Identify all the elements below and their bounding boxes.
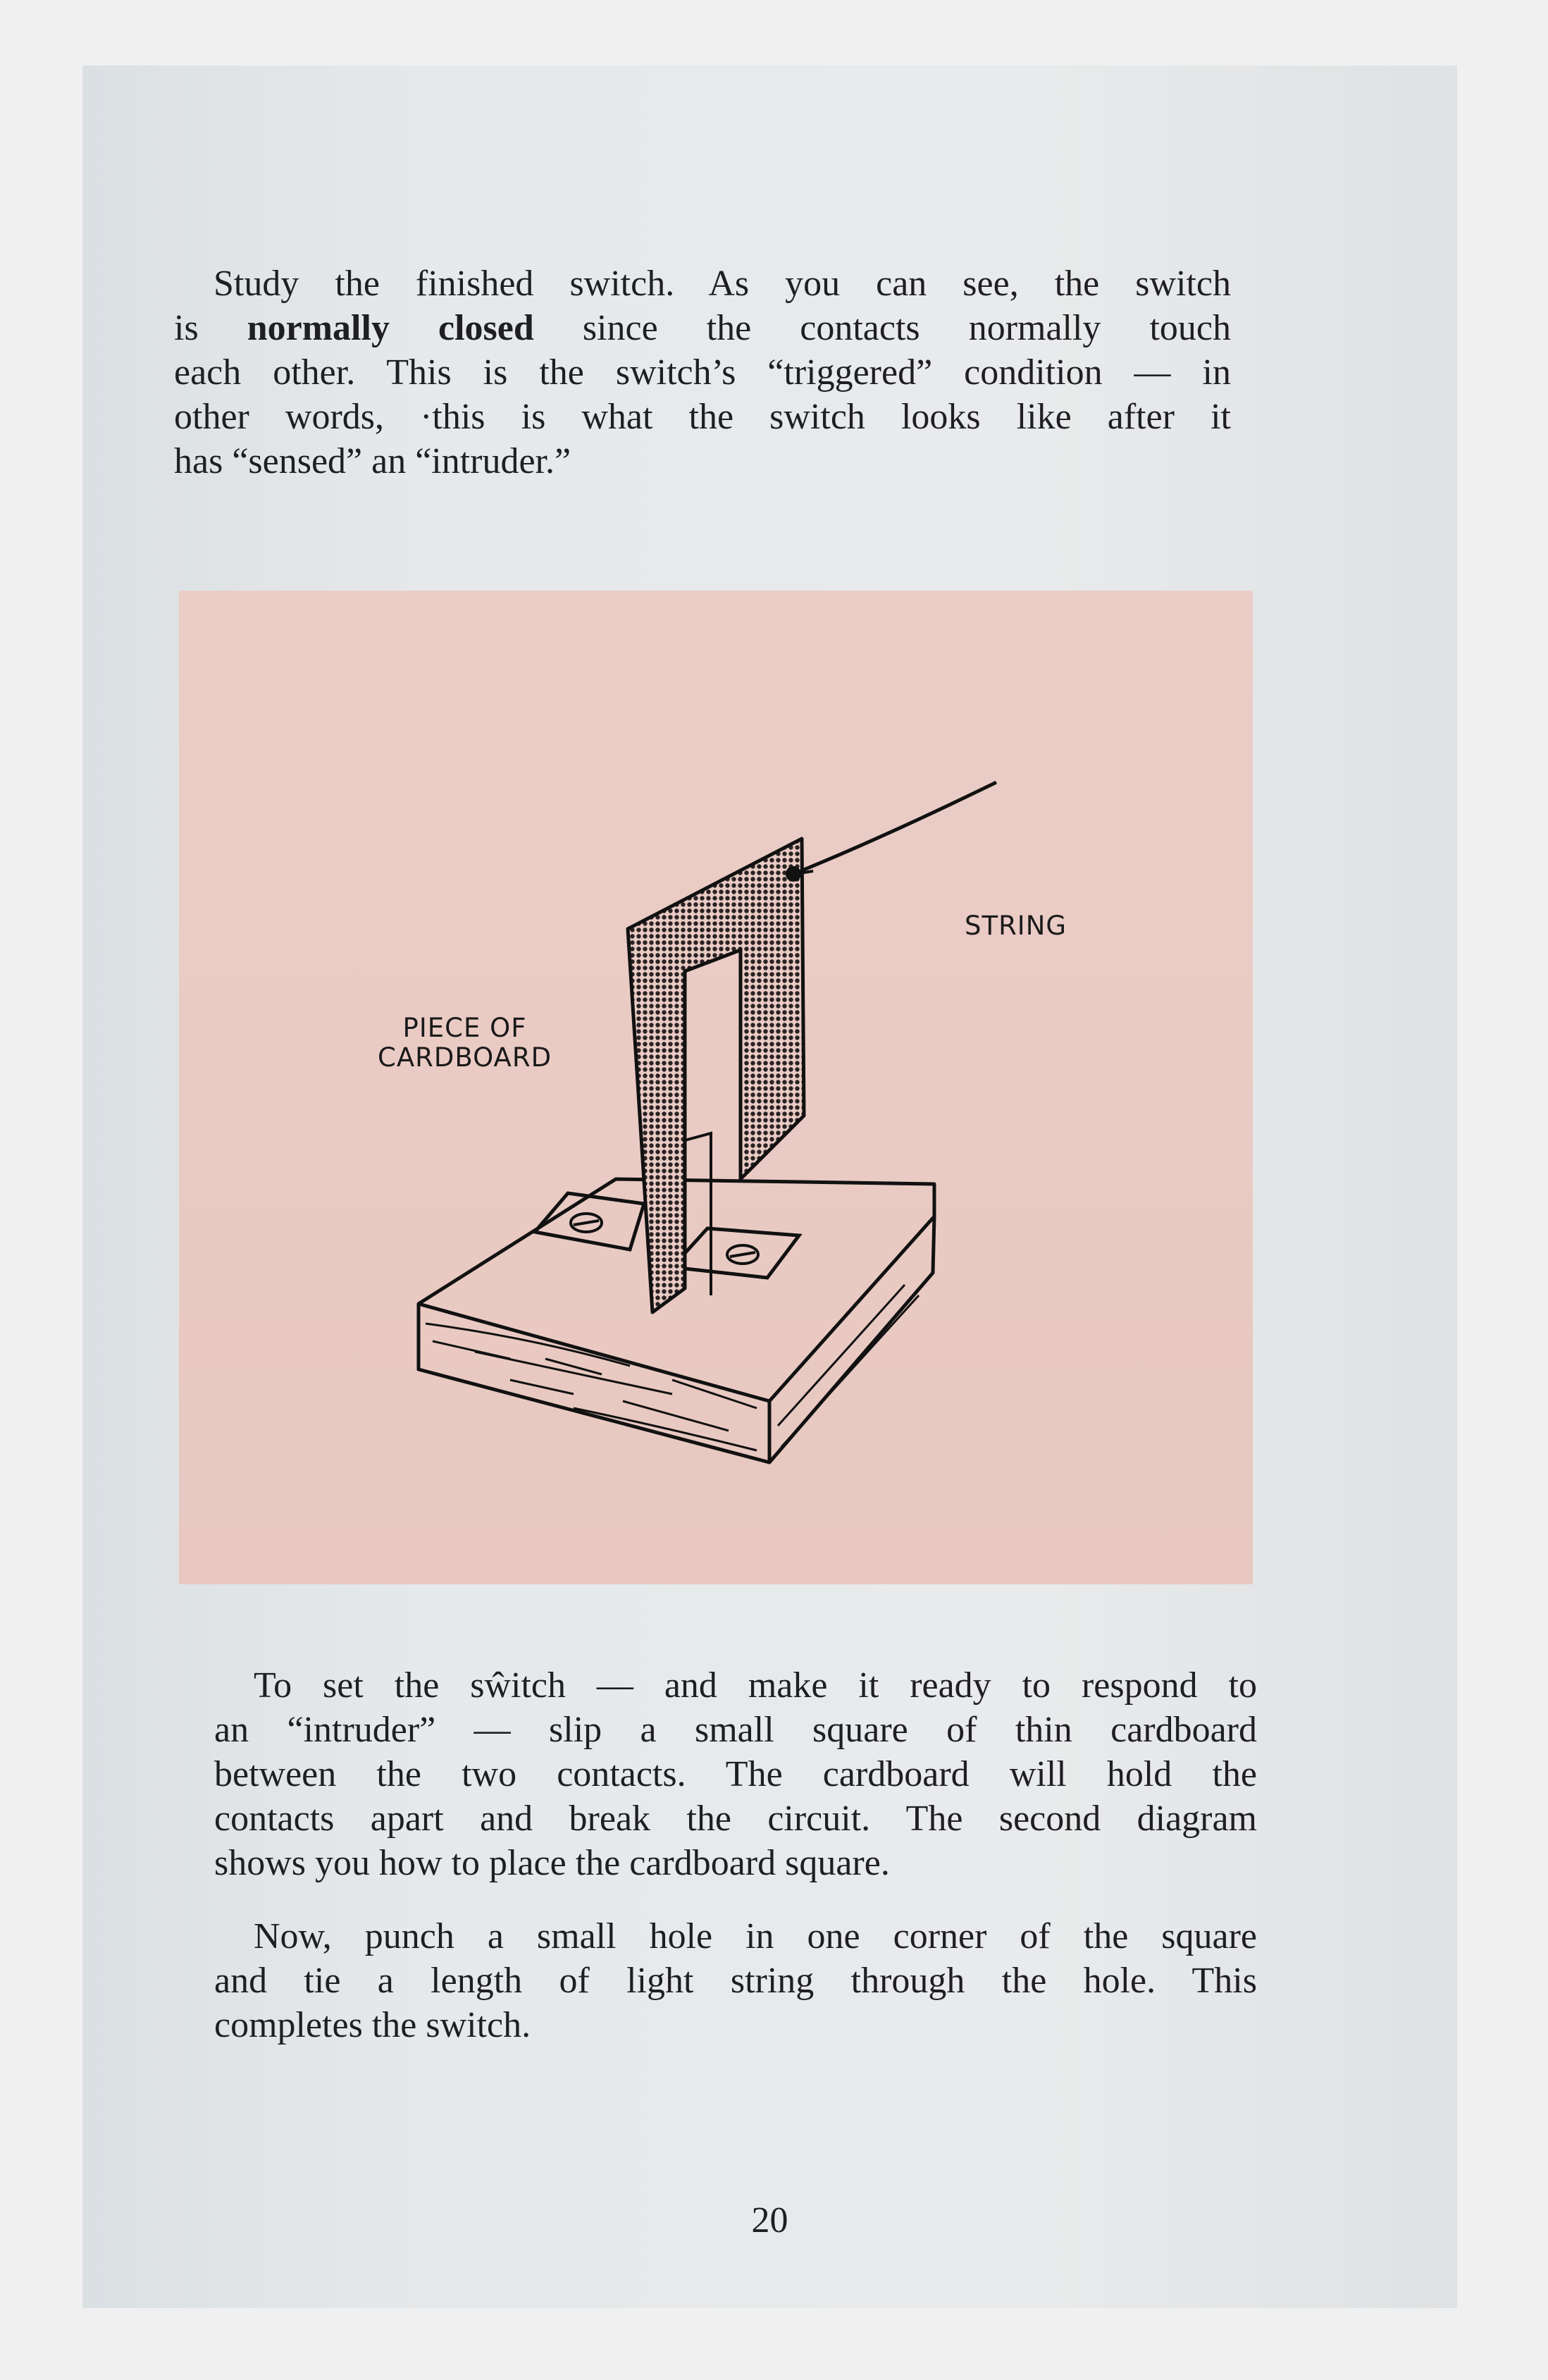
text-line: Study the finished switch. As you can see, the switch xyxy=(213,264,1231,304)
text-line: an “intruder” — slip a small square of thin cardboard xyxy=(214,1710,1257,1750)
label-cardboard-line: CARDBOARD xyxy=(378,1042,552,1073)
paragraph-set-switch xyxy=(214,1663,1257,1885)
text-line: other words, ·this is what the switch looks like after it xyxy=(174,397,1231,437)
text-fragment: since the contacts normally touch xyxy=(582,308,1231,348)
label-cardboard-line: PIECE OF xyxy=(402,1013,527,1043)
paragraph-intro xyxy=(174,261,1231,483)
right-contact xyxy=(672,1228,799,1278)
text-line: contacts apart and break the circuit. The second diagram xyxy=(214,1799,1257,1839)
cardboard-piece xyxy=(628,839,804,1312)
text-line: between the two contacts. The cardboard will hold the xyxy=(214,1754,1257,1794)
switch-illustration xyxy=(179,591,1253,1584)
label-cardboard xyxy=(378,1013,552,1073)
text-line: each other. This is the switch’s “triggered” condition — in xyxy=(174,352,1231,393)
text-line: has “sensed” an “intruder.” xyxy=(174,441,571,481)
text-line: completes the switch. xyxy=(214,2005,531,2045)
bold-term: normally closed xyxy=(247,308,534,348)
text-line: shows you how to place the cardboard square. xyxy=(214,1843,890,1883)
switch-drawing xyxy=(179,591,1253,1584)
label-string: STRING xyxy=(965,911,1067,941)
text-line: To set the sŵitch — and make it ready to respond to xyxy=(254,1665,1257,1706)
text-line: and tie a length of light string through the hole. This xyxy=(214,1961,1257,2001)
paragraph-string xyxy=(214,1914,1257,2047)
string xyxy=(786,782,996,881)
text-line: Now, punch a small hole in one corner of the square xyxy=(254,1916,1257,1956)
text-line xyxy=(174,306,1231,350)
page-number: 20 xyxy=(751,2200,788,2240)
book-page xyxy=(82,66,1457,2308)
text-fragment: is xyxy=(174,308,199,348)
